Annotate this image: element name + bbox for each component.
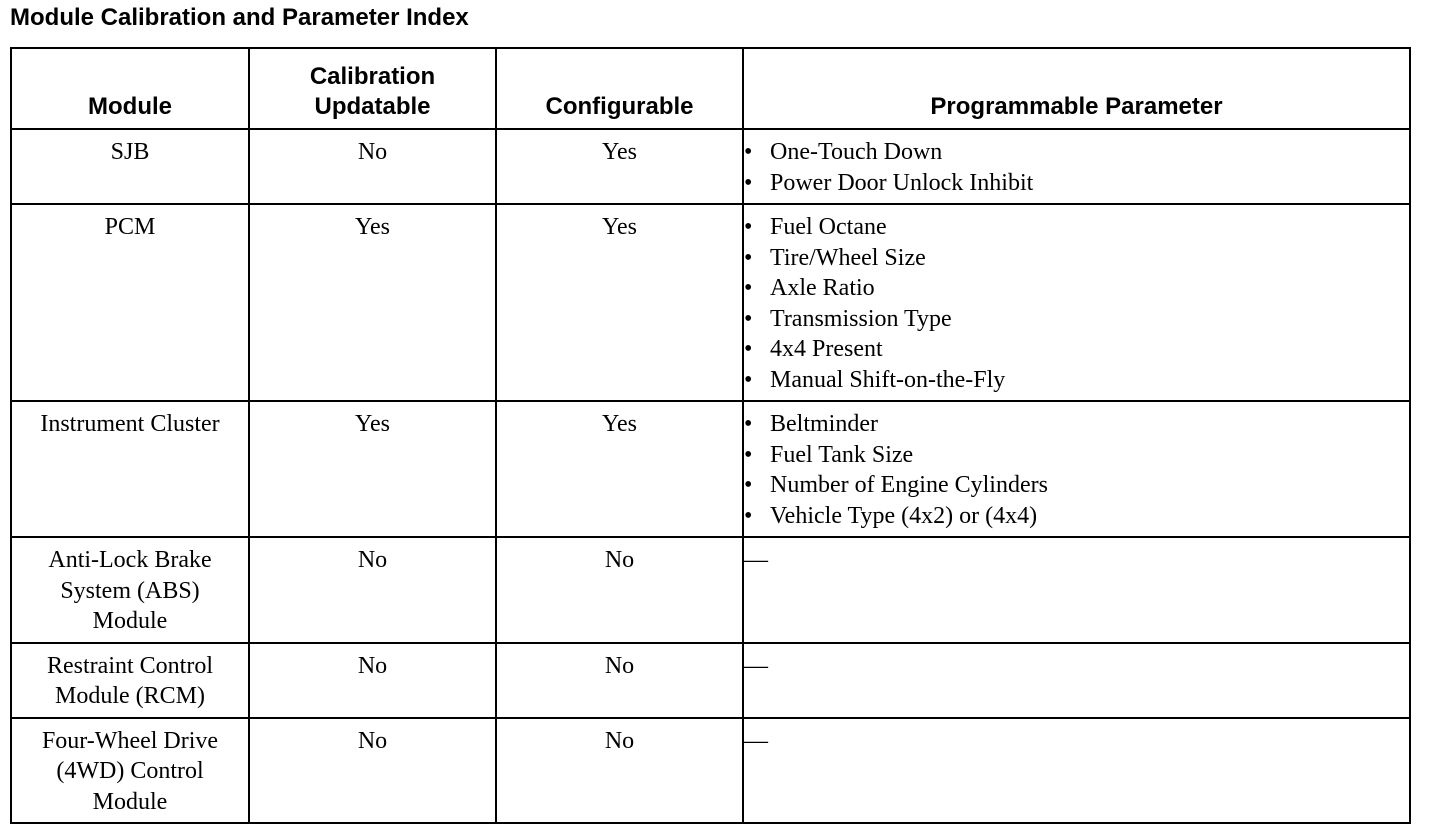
table-row bbox=[11, 401, 1410, 537]
header-row bbox=[11, 48, 1410, 129]
module-name-line: Anti-Lock Brake bbox=[48, 547, 212, 573]
parameter-cell bbox=[743, 204, 1410, 401]
table-row bbox=[11, 718, 1410, 824]
table-row bbox=[11, 204, 1410, 401]
parameter-list bbox=[744, 212, 1409, 395]
module-parameter-table bbox=[10, 47, 1411, 824]
parameter-item: • Power Door Unlock Inhibit bbox=[744, 168, 1409, 199]
header-calibration-line1: Calibration bbox=[309, 63, 436, 90]
module-name: PCM bbox=[104, 214, 156, 240]
parameter-list bbox=[744, 137, 1409, 198]
header-module bbox=[11, 48, 249, 129]
header-parameter-label: Programmable Parameter bbox=[930, 93, 1223, 120]
module-name: Instrument Cluster bbox=[40, 411, 220, 437]
module-cell bbox=[11, 129, 249, 204]
table-body bbox=[11, 129, 1410, 823]
parameter-cell bbox=[743, 129, 1410, 204]
parameter-item: • Transmission Type bbox=[744, 304, 1409, 335]
parameter-cell bbox=[743, 401, 1410, 537]
parameter-item: • Tire/Wheel Size bbox=[744, 243, 1409, 274]
header-configurable-label: Configurable bbox=[545, 93, 694, 120]
parameter-item: • Fuel Octane bbox=[744, 212, 1409, 243]
module-name-line: (4WD) Control bbox=[56, 758, 204, 784]
module-cell bbox=[11, 718, 249, 824]
calibration-cell: Yes bbox=[249, 204, 496, 401]
header-programmable-parameter bbox=[743, 48, 1410, 129]
table-row bbox=[11, 129, 1410, 204]
module-name-line: Four-Wheel Drive bbox=[41, 727, 219, 754]
parameter-cell bbox=[743, 718, 1410, 824]
parameter-none-dash: — bbox=[744, 547, 768, 573]
configurable-cell: No bbox=[496, 643, 743, 718]
module-name-line: Module bbox=[92, 608, 168, 634]
table-header bbox=[11, 48, 1410, 129]
parameter-none-dash: — bbox=[744, 727, 768, 754]
module-name: SJB bbox=[110, 139, 150, 165]
header-calibration-line2: Updatable bbox=[314, 93, 431, 120]
module-name-line: Module (RCM) bbox=[55, 683, 205, 709]
configurable-cell: No bbox=[496, 718, 743, 824]
parameter-none-dash: — bbox=[744, 652, 768, 679]
module-name-line: Module bbox=[92, 788, 168, 815]
configurable-cell: Yes bbox=[496, 204, 743, 401]
parameter-item: • Vehicle Type (4x2) or (4x4) bbox=[744, 501, 1409, 532]
calibration-cell: No bbox=[249, 643, 496, 718]
module-name-line: System (ABS) bbox=[60, 577, 200, 604]
parameter-item: • Manual Shift-on-the-Fly bbox=[744, 365, 1409, 396]
calibration-cell: No bbox=[249, 537, 496, 643]
calibration-cell: No bbox=[249, 718, 496, 824]
table-row bbox=[11, 643, 1410, 718]
configurable-cell: Yes bbox=[496, 401, 743, 537]
calibration-cell: Yes bbox=[249, 401, 496, 537]
configurable-cell: No bbox=[496, 537, 743, 643]
parameter-item: • 4x4 Present bbox=[744, 334, 1409, 365]
module-cell bbox=[11, 401, 249, 537]
parameter-item: • Axle Ratio bbox=[744, 273, 1409, 304]
document-title: Module Calibration and Parameter Index bbox=[10, 4, 469, 31]
parameter-list bbox=[744, 409, 1409, 531]
header-calibration-updatable bbox=[249, 48, 496, 129]
configurable-cell: Yes bbox=[496, 129, 743, 204]
module-cell bbox=[11, 537, 249, 643]
header-configurable bbox=[496, 48, 743, 129]
header-module-label: Module bbox=[88, 93, 172, 120]
parameter-cell bbox=[743, 643, 1410, 718]
parameter-item: • Number of Engine Cylinders bbox=[744, 470, 1409, 501]
parameter-item: • Fuel Tank Size bbox=[744, 440, 1409, 471]
module-cell bbox=[11, 643, 249, 718]
table-row bbox=[11, 537, 1410, 643]
calibration-cell: No bbox=[249, 129, 496, 204]
parameter-cell bbox=[743, 537, 1410, 643]
parameter-item: • One-Touch Down bbox=[744, 137, 1409, 168]
parameter-item: • Beltminder bbox=[744, 409, 1409, 440]
module-name-line: Restraint Control bbox=[47, 652, 213, 679]
module-cell bbox=[11, 204, 249, 401]
